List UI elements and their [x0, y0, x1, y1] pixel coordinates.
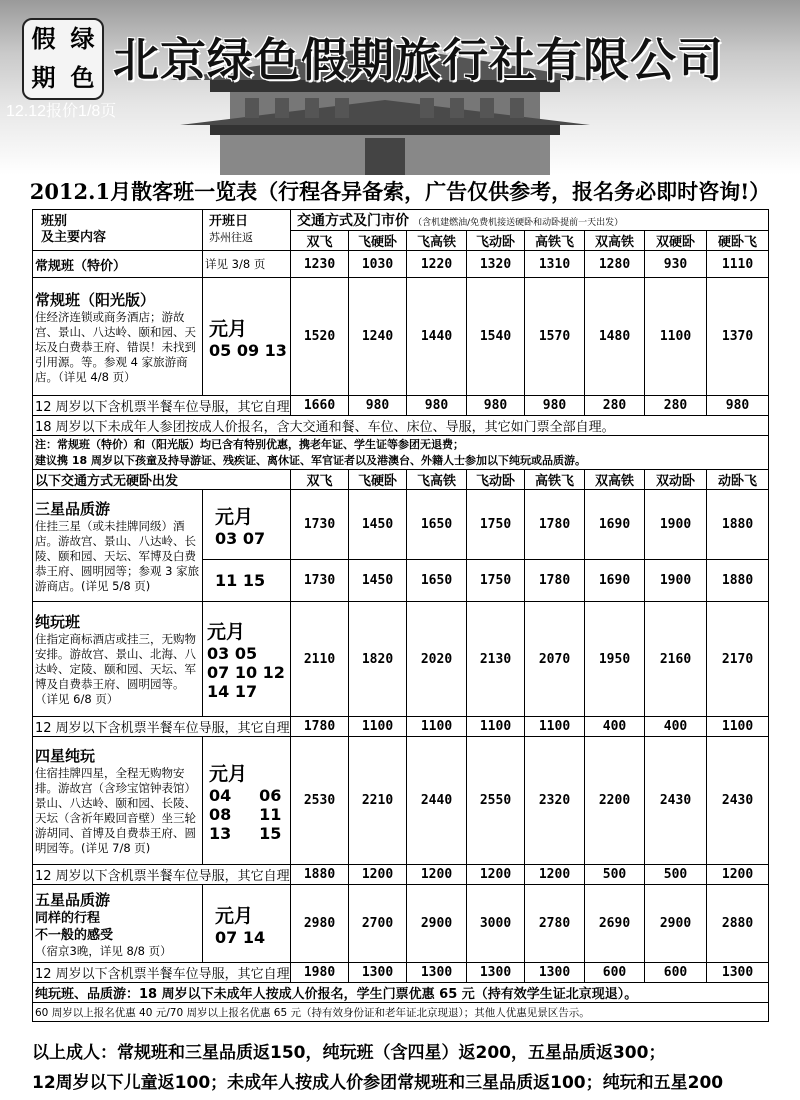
price-cell: 1200 [707, 865, 769, 885]
price-cell: 1730 [291, 490, 349, 560]
header-date: 开班日 苏州往返 [203, 210, 291, 251]
section2-header-row [33, 470, 769, 490]
price-cell: 930 [645, 251, 707, 278]
price-cell: 1780 [525, 560, 585, 602]
footer-rebate-adult: 以上成人：常规班和三星品质返150，纯玩班（含四星）返200，五星品质返300； [32, 1043, 666, 1063]
row-regular-sunshine [33, 278, 769, 396]
price-cell: 1230 [291, 251, 349, 278]
column-header: 高铁飞 [525, 231, 585, 251]
note-senior: 60 周岁以上报名优惠 40 元/70 周岁以上报名优惠 65 元（持有效身份证和老年证北京现退）；其他人优惠见景区告示。 [33, 1003, 769, 1022]
child-note: 12 周岁以下含机票半餐车位导服，其它自理 [33, 396, 291, 416]
row-five-star [33, 885, 769, 963]
price-cell: 1650 [407, 560, 467, 602]
tour-info: 纯玩班 住指定商标酒店或挂三，无购物安排。游故宫、景山、北海、八达岭、定陵、颐和园、天坛、军博及自费恭王府、圆明园等。（详见 6/8 页） [33, 602, 203, 717]
column-header: 飞高铁 [407, 231, 467, 251]
price-cell: 2070 [525, 602, 585, 717]
price-cell: 1980 [291, 963, 349, 983]
price-cell: 600 [585, 963, 645, 983]
company-logo: 假 绿 期 色 [22, 18, 104, 100]
price-cell: 1440 [407, 278, 467, 396]
tour-info: 五星品质游 同样的行程 不一般的感受 （宿京3晚，详见 8/8 页） [33, 885, 203, 963]
price-cell: 1690 [585, 490, 645, 560]
row-child-price [33, 865, 769, 885]
row-child-price [33, 396, 769, 416]
price-cell: 1820 [349, 602, 407, 717]
price-cell: 1100 [645, 278, 707, 396]
price-cell: 2440 [407, 737, 467, 865]
column-header: 硬卧飞 [707, 231, 769, 251]
price-cell: 1780 [525, 490, 585, 560]
price-cell: 1300 [467, 963, 525, 983]
note-pure-quality: 纯玩班、品质游：18 周岁以下未成年人按成人价报名，学生门票优惠 65 元（持有效学生证北京现退）。 [33, 983, 769, 1003]
price-cell: 1100 [707, 717, 769, 737]
price-cell: 1370 [707, 278, 769, 396]
price-cell: 1110 [707, 251, 769, 278]
row-note-senior [33, 1003, 769, 1022]
page-title: 2012.1月散客班一览表（行程各异备索，广告仅供参考，报名务必即时咨询!） [29, 179, 771, 204]
row-regular-special [33, 251, 769, 278]
price-cell: 1100 [407, 717, 467, 737]
price-cell: 2530 [291, 737, 349, 865]
price-cell: 2980 [291, 885, 349, 963]
price-cell: 2020 [407, 602, 467, 717]
company-name: 北京绿色假期旅行社有限公司 [113, 33, 724, 87]
price-cell: 2210 [349, 737, 407, 865]
price-cell: 1300 [525, 963, 585, 983]
price-cell: 400 [645, 717, 707, 737]
column-header: 高铁飞 [525, 470, 585, 490]
price-cell: 980 [407, 396, 467, 416]
column-header: 双飞 [291, 470, 349, 490]
price-cell: 1880 [707, 490, 769, 560]
price-cell: 1950 [585, 602, 645, 717]
price-cell: 1030 [349, 251, 407, 278]
row-child-price [33, 963, 769, 983]
price-cell: 2900 [645, 885, 707, 963]
price-cell: 1300 [707, 963, 769, 983]
tour-dates: 详见 3/8 页 [203, 251, 291, 278]
child-note: 12 周岁以下含机票半餐车位导服，其它自理 [33, 865, 291, 885]
child-note: 12 周岁以下含机票半餐车位导服，其它自理 [33, 963, 291, 983]
price-cell: 2320 [525, 737, 585, 865]
tour-dates: 元月 03 05 07 10 12 14 17 [203, 602, 291, 717]
price-cell: 1310 [525, 251, 585, 278]
price-cell: 980 [707, 396, 769, 416]
price-cell: 1200 [349, 865, 407, 885]
tour-title: 常规班（特价） [33, 251, 203, 278]
row-note-special [33, 436, 769, 470]
column-header: 双硬卧 [645, 231, 707, 251]
column-header: 双高铁 [585, 231, 645, 251]
price-cell: 1300 [349, 963, 407, 983]
child-note: 12 周岁以下含机票半餐车位导服，其它自理 [33, 717, 291, 737]
section2-label: 以下交通方式无硬卧出发 [33, 470, 291, 490]
price-cell: 1450 [349, 560, 407, 602]
price-cell: 1750 [467, 490, 525, 560]
row-child-price [33, 717, 769, 737]
price-cell: 2430 [707, 737, 769, 865]
column-header: 飞高铁 [407, 470, 467, 490]
price-cell: 2130 [467, 602, 525, 717]
tour-dates: 11 15 [203, 560, 291, 602]
price-cell: 2550 [467, 737, 525, 865]
price-cell: 2880 [707, 885, 769, 963]
price-cell: 1660 [291, 396, 349, 416]
page-note: 12.12报价1/8页 [6, 103, 117, 120]
price-cell: 1650 [407, 490, 467, 560]
price-cell: 1200 [407, 865, 467, 885]
price-cell: 500 [645, 865, 707, 885]
tour-dates: 元月 03 07 [203, 490, 291, 560]
price-cell: 1100 [467, 717, 525, 737]
price-cell: 1450 [349, 490, 407, 560]
price-cell: 2690 [585, 885, 645, 963]
price-cell: 1570 [525, 278, 585, 396]
price-cell: 1240 [349, 278, 407, 396]
tour-dates: 元月 05 09 13 [203, 278, 291, 396]
tour-info: 常规班（阳光版） 住经济连锁或商务酒店；游故宫、景山、八达岭、颐和园、天坛及白费恭王府、错误！未找到引用源。等。参观 4 家旅游商店。（详见 4/8 页） [33, 278, 203, 396]
price-cell: 980 [525, 396, 585, 416]
column-header: 飞硬卧 [349, 470, 407, 490]
row-note-minor [33, 416, 769, 436]
price-cell: 2160 [645, 602, 707, 717]
price-cell: 3000 [467, 885, 525, 963]
price-cell: 2780 [525, 885, 585, 963]
column-header: 飞硬卧 [349, 231, 407, 251]
price-cell: 1320 [467, 251, 525, 278]
price-cell: 1880 [291, 865, 349, 885]
price-cell: 1750 [467, 560, 525, 602]
price-table [32, 209, 769, 1022]
price-cell: 400 [585, 717, 645, 737]
table-header-row [33, 210, 769, 231]
header-banner [0, 0, 800, 175]
price-cell: 1100 [525, 717, 585, 737]
price-cell: 2900 [407, 885, 467, 963]
row-four-star [33, 737, 769, 865]
price-cell: 980 [349, 396, 407, 416]
price-cell: 1540 [467, 278, 525, 396]
price-cell: 1280 [585, 251, 645, 278]
price-cell: 980 [467, 396, 525, 416]
price-cell: 1220 [407, 251, 467, 278]
price-cell: 2700 [349, 885, 407, 963]
price-cell: 1520 [291, 278, 349, 396]
price-cell: 2110 [291, 602, 349, 717]
price-cell: 1300 [407, 963, 467, 983]
price-cell: 1480 [585, 278, 645, 396]
column-header: 双飞 [291, 231, 349, 251]
tour-info: 三星品质游 住挂三星（或未挂牌同级）酒店。游故宫、景山、八达岭、长陵、颐和园、天坛、军博及白费恭王府、圆明园等；参观 3 家旅游商店。(详见 5/8 页) [33, 490, 203, 602]
price-cell: 2170 [707, 602, 769, 717]
column-header: 动卧飞 [707, 470, 769, 490]
tour-dates: 元月 07 14 [203, 885, 291, 963]
column-header: 双高铁 [585, 470, 645, 490]
header-class: 班别 及主要内容 [33, 210, 203, 251]
price-cell: 1100 [349, 717, 407, 737]
column-header: 双动卧 [645, 470, 707, 490]
price-cell: 1200 [467, 865, 525, 885]
note-minor: 18 周岁以下未成年人参团按成人价报名，含大交通和餐、车位、床位、导服，其它如门票全部自理。 [33, 416, 769, 436]
footer-rebate-child: 12周岁以下儿童返100；未成年人按成人价参团常规班和三星品质返100；纯玩和五星200 [32, 1073, 724, 1093]
price-cell: 2430 [645, 737, 707, 865]
price-cell: 1780 [291, 717, 349, 737]
price-cell: 1200 [525, 865, 585, 885]
tour-info: 四星纯玩 住宿挂牌四星，全程无购物安排。游故宫（含珍宝馆钟表馆）景山、八达岭、颐和园、长陵、天坛（含祈年殿回音壁）坐三轮游胡同、首博及自费恭王府、圆明园等。(详见 7/8 页) [33, 737, 203, 865]
price-cell: 1880 [707, 560, 769, 602]
price-cell: 280 [645, 396, 707, 416]
row-pure-tour [33, 602, 769, 717]
price-cell: 1730 [291, 560, 349, 602]
price-cell: 1900 [645, 490, 707, 560]
column-header: 飞动卧 [467, 231, 525, 251]
row-three-star-a [33, 490, 769, 560]
note-special: 注：常规班（特价）和（阳光版）均已含有特别优惠，携老年证、学生证等参团无退费； 建议携 18 周岁以下孩童及持导游证、残疾证、离休证、军官证者以及港澳台、外籍人士参加以下纯玩或品质游。 [33, 436, 769, 470]
price-cell: 1900 [645, 560, 707, 602]
price-cell: 280 [585, 396, 645, 416]
price-cell: 600 [645, 963, 707, 983]
price-cell: 2200 [585, 737, 645, 865]
row-note-pure-quality [33, 983, 769, 1003]
column-header: 飞动卧 [467, 470, 525, 490]
tour-dates: 元月 04 06 08 11 13 15 [203, 737, 291, 865]
header-transport: 交通方式及门市价 （含机建燃油/免费机接送硬卧和动卧提前一天出发） [291, 210, 769, 231]
price-cell: 1690 [585, 560, 645, 602]
price-cell: 500 [585, 865, 645, 885]
